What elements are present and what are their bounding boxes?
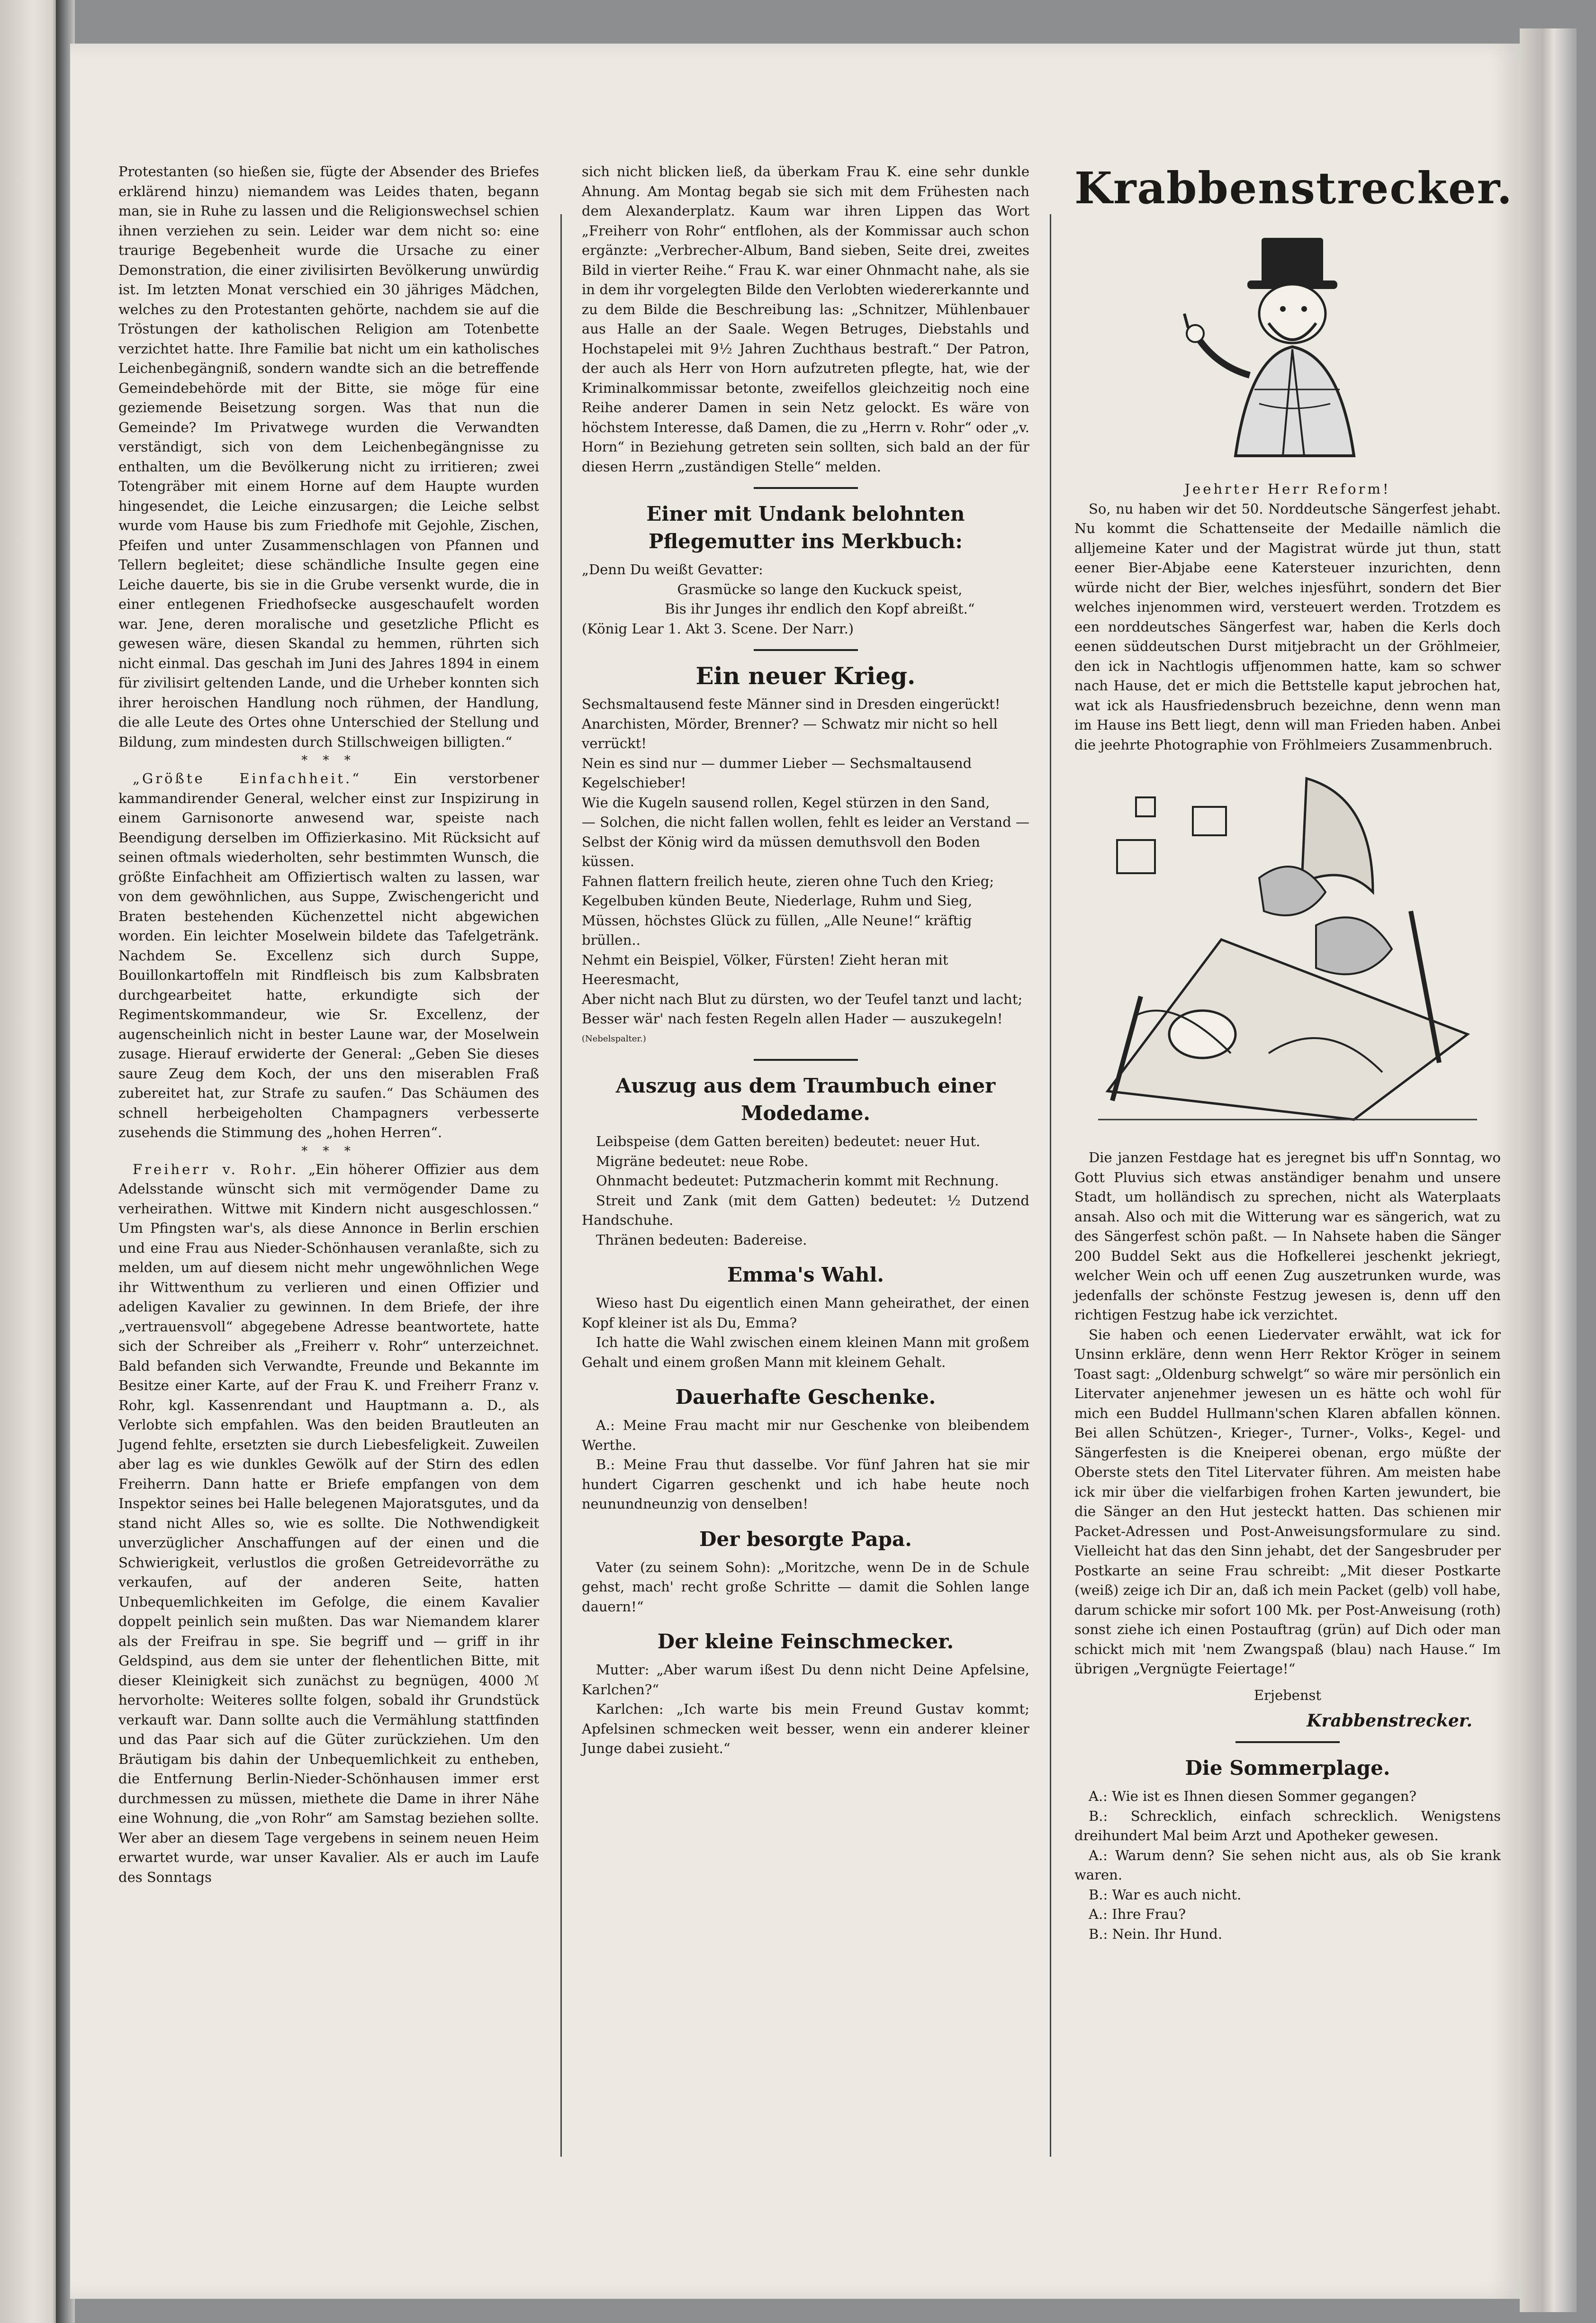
column-1: [118, 162, 539, 1887]
heading-traumbuch: Auszug aus dem Traumbuch einer Modedame.: [615, 1074, 996, 1125]
heading-pflegemutter: Einer mit Undank belohnten Pflegemutter ins Merkbuch:: [646, 502, 965, 553]
traum-entry: Migräne bedeutet: neue Robe.: [596, 1153, 809, 1169]
newspaper-page: [70, 44, 1520, 2299]
article-body: Ein verstorbener kammandirender General, welcher einst zur Inspizirung in einem Garnisonorte anwesend war, speiste nach Beendigung derselben im Offizierkasino. Mit Rücksicht auf seinen oftmals wiederholten, sehr bestimmten Wunsch, die größte Einfachheit am Offiziertisch walten zu lassen, war von dem gewöhnlichen, aus Suppe, Zwischengericht und Braten bestehenden Küchenzettel nicht abgewichen worden. Ein leichter Moselwein bildete das Tafelgetränk. Nachdem Se. Excellenz sich durch Suppe, Bouillonkartoffeln mit Rindfleisch bis zum Kalbsbraten durchgearbeitet hatte, erkundigte sich der Regimentskommandeur, wie Sr. Excellenz, der augenscheinlich nicht in bester Laune war, der Moselwein zusage. Hierauf erwiderte der General: „Geben Sie dieses saure Zeug dem Koch, der uns den miserablen Fraß zubereitet hat, zur Strafe zu saufen.“ Das Schäumen des schnell herbeigeholten Champagners verbesserte zusehends die Stimmung des „hohen Herren“.: [118, 770, 539, 1140]
poem-line: Selbst der König wird da müssen demuthsvoll den Boden küssen.: [582, 833, 980, 869]
column-rule: [1050, 214, 1051, 2157]
quote-line: Grasmücke so lange den Kuckuck speist,: [677, 581, 963, 597]
plage-line: B.: War es auch nicht.: [1089, 1886, 1242, 1903]
poem-line: Anarchisten, Mörder, Brenner? — Schwatz mir nicht so hell verrückt!: [582, 715, 998, 751]
collapsed-bed-illustration: [1079, 769, 1496, 1129]
plage-line: B.: Nein. Ihr Hund.: [1089, 1925, 1223, 1942]
traum-entry: Thränen bedeuten: Badereise.: [596, 1231, 807, 1248]
quote-source: (König Lear 1. Akt 3. Scene. Der Narr.): [582, 620, 854, 637]
heading-feinschmecker: Der kleine Feinschmecker.: [657, 1630, 954, 1653]
poem-krieg: [582, 695, 1029, 1049]
letter-paragraph-2: Die janzen Festdage hat es jeregnet bis uff'n Sonntag, wo Gott Pluvius sich etwas anständiger benahm und unsere Stadt, um holländisch zu sprechen, nicht als Waterplaats ansah. Also och mit die Witterung war es sängerich, wat zu des Sängerfest schön paßt. — In Nahsete haben die Sänger 200 Buddel Sekt aus die Hofkellerei jeschenkt jekriegt, welcher Wein och uff eenen Zug auszetrunken wurde, was jedenfalls der schönste Festzug jewesen is, denn uff den richtigen Festzug habe ick verzichtet.: [1074, 1149, 1501, 1323]
article-lead: Freiherr v. Rohr.: [133, 1161, 299, 1177]
plage-line: A.: Warum denn? Sie sehen nicht aus, als ob Sie krank waren.: [1074, 1847, 1501, 1883]
page-stack-edge: [1520, 28, 1577, 2312]
poem-line: Nehmt ein Beispiel, Völker, Fürsten! Zieht heran mit Heeresmacht,: [582, 951, 948, 987]
column-rule: [560, 214, 562, 2157]
fein-line: Karlchen: „Ich warte bis mein Freund Gustav kommt; Apfelsinen schmecken weit besser, wenn ein anderer kleiner Junge dabei zusieht.“: [582, 1701, 1029, 1756]
letter-paragraph-3: Sie haben och eenen Liedervater erwählt, wat ick for Unsinn erkläre, denn wenn Herr Rektor Kröger in seinem Toast sagt: „Oldenburg schwelgt“ so wäre mir persönlich ein Litervater anjenehmer jewesen un es hätte och wohl für mich een Buddel Hullmann'schen Klaren abfallen können. Bei allen Schützen-, Krieger-, Turner-, Volks-, Kegel- und Sängerfesten is die Kneiperei obenan, ergo müßte der Oberste stets den Titel Litervater führen. Am meisten habe ick mir über die vielfarbigen frohen Karten jewundert, bie die Sänger an den Hut jesteckt hatten. Das schienen mir Packet-Adressen und Post-Anweisungsformulare zu sind. Vielleicht hat das den Sinn jehabt, det der Sangesbruder per Postkarte an seine Frau schreibt: „Mit dieser Postkarte (weiß) zeige ich Dir an, daß ich mein Packet (gelb) voll habe, darum schicke mir sofort 100 Mk. per Post-Anweisung (roth) sonst ziehe ich einen Postauftrag (grün) auf Dich oder man schickt mich mit 'nem Zwangspaß (blau) nach Hause.“ Im übrigen „Vergnügte Feiertage!“: [1074, 1326, 1501, 1677]
poem-line: Nein es sind nur — dummer Lieber — Sechsmaltausend Kegelschieber!: [582, 755, 972, 791]
poem-source: (Nebelspalter.): [582, 1033, 646, 1044]
poem-line: Kegelbuben künden Beute, Niederlage, Ruhm und Sieg,: [582, 893, 973, 909]
poem-line: Wie die Kugeln sausend rollen, Kegel stürzen in den Sand,: [582, 794, 990, 811]
poem-line: Sechsmaltausend feste Männer sind in Dresden eingerückt!: [582, 696, 1001, 712]
article-einfachheit: [118, 769, 539, 1143]
poem-line: Müssen, höchstes Glück zu füllen, „Alle Neune!“ kräftig brüllen..: [582, 912, 972, 948]
traum-entry: Streit und Zank (mit dem Gatten) bedeutet: ½ Dutzend Handschuhe.: [582, 1192, 1029, 1228]
quote-line: „Denn Du weißt Gevatter:: [582, 561, 763, 578]
heading-papa: Der besorgte Papa.: [699, 1527, 912, 1551]
fein-line: Mutter: „Aber warum ißest Du denn nicht Deine Apfelsine, Karlchen?“: [582, 1662, 1029, 1698]
letter-closing: Erjebenst: [1253, 1687, 1322, 1703]
plage-line: A.: Ihre Frau?: [1089, 1906, 1186, 1922]
poem-line: Fahnen flattern freilich heute, zieren ohne Tuch den Krieg;: [582, 873, 994, 889]
heading-krieg: Ein neuer Krieg.: [695, 662, 916, 690]
krabbenstrecker-portrait-illustration: [1141, 233, 1434, 470]
article-rohr: [118, 1160, 539, 1888]
letter-paragraph-1: So, nu haben wir det 50. Norddeutsche Sängerfest jehabt. Nu kommt die Schattenseite der Medaille nämlich die alljemeine Kater und der Magistrat würde jut thun, statt eener Bier-Abjabe eene Katersteuer inzurichten, denn würde nicht der Bier, welches injesführt, sondern det Bier welches injenommen wird, versteuert werden. Trotzdem es een norddeutsches Sängerfest war, haben die Kerls doch eenen süddeutschen Durst mitjebracht un der Gröhlmeier, den ick in Nachtlogis uffjenommen hatte, kam so schwer nach Hause, det er mich die Bettstelle kaput jebrochen hat, wat ick als Hausfriedensbruch bezeichne, denn wenn man im Hause ins Bett liegt, denn will man Frieden haben. Anbei die jeehrte Photographie von Fröhlmeiers Zusammenbruch.: [1074, 500, 1501, 753]
facing-page-edge: [0, 0, 62, 2323]
plage-line: B.: Schrecklich, einfach schrecklich. Wenigstens dreihundert Mal beim Arzt und Apotheker gewesen.: [1074, 1808, 1501, 1844]
plage-line: A.: Wie ist es Ihnen diesen Sommer gegangen?: [1089, 1788, 1416, 1804]
geschenke-line: A.: Meine Frau macht mir nur Geschenke von bleibendem Werthe.: [582, 1417, 1029, 1453]
column-3: [1074, 162, 1513, 1944]
section-divider: [754, 1059, 858, 1061]
papa-line: Vater (zu seinem Sohn): „Moritzche, wenn De in de Schule gehst, mach' recht große Schritte — damit die Sohlen lange dauern!“: [582, 1559, 1029, 1615]
emma-line: Wieso hast Du eigentlich einen Mann geheirathet, der einen Kopf kleiner ist als Du, Emma?: [582, 1295, 1029, 1331]
masthead-title: Krabbenstrecker.: [1074, 163, 1513, 214]
section-divider: [754, 649, 858, 651]
heading-sommerplage: Die Sommerplage.: [1185, 1756, 1390, 1780]
article-lead: „Größte Einfachheit.“: [133, 770, 362, 786]
traum-entry: Ohnmacht bedeutet: Putzmacherin kommt mit Rechnung.: [596, 1173, 999, 1189]
section-divider: [754, 487, 858, 489]
article-protestanten: Protestanten (so hießen sie, fügte der Absender des Briefes erklärend hinzu) niemandem was Leides thaten, begann man, sie in Ruhe zu lassen und die Religionswechsel schien ihnen verziehen zu sein. Leider war dem nicht so: eine traurige Begebenheit wurde die Ursache zu einer Demonstration, die einer zivilisirten Bevölkerung unwürdig ist. Im letzten Monat verschied ein 30 jähriges Mädchen, welches zu den Protestanten gehörte, nachdem sie auf die Tröstungen der katholischen Religion am Totenbette verzichtet hatte. Ihre Familie bat nicht um ein katholisches Leichenbegängniß, sondern wandte sich an die betreffende Gemeindebehörde mit der Bitte, sie möge für eine geziemende Beisetzung sorgen. Was that nun die Gemeinde? Im Privatwege wurden die Verwandten verständigt, sich von dem Leichenbegängnisse zu enthalten, um die Bevölkerung nicht zu irritieren; zwei Totengräber mit einem Horne auf dem Haupte wurden hingesendet, die Leiche einzusargen; die Leiche selbst wurde vom Hause bis zum Friedhofe mit Gejohle, Zischen, Pfeifen und unter Zusammenschlagen von Pfannen und Tellern begleitet; diese schändliche Insulte gegen eine Leiche dauerte, bis sie in die Grube versenkt wurde, die in einer entlegenen Friedhofsecke ausgeschaufelt worden war. Jene, deren moralische und gesetzliche Pflicht es gewesen wäre, diesen Skandal zu hemmen, rührten sich nicht einmal. Das geschah im Juni des Jahres 1894 in einem für zivilisirt geltenden Lande, und die Urheber konnten sich ihrer heroischen Handlung noch rühmen, der Handlung, die alle Leute des Ortes ohne Unterschied der Stellung und Bildung, zum mindesten durch Stillschweigen billigten.“: [118, 163, 539, 750]
traum-entry: Leibspeise (dem Gatten bereiten) bedeutet: neuer Hut.: [596, 1133, 981, 1149]
emma-line: Ich hatte die Wahl zwischen einem kleinen Mann mit großem Gehalt und einem großen Mann mit kleinem Gehalt.: [582, 1334, 1029, 1370]
separator-stars: * * *: [301, 1144, 356, 1158]
column-2: [582, 162, 1029, 1759]
quote-pflegemutter: [582, 560, 1029, 639]
article-rohr-continued: sich nicht blicken ließ, da überkam Frau K. eine sehr dunkle Ahnung. Am Montag begab sie sich mit dem Frühesten nach dem Alexanderplatz. Kaum war ihren Lippen das Wort „Freiherr von Rohr“ entflohen, als der Kommissar auch schon ergänzte: „Verbrecher-Album, Band sieben, Seite drei, zweites Bild in vierter Reihe.“ Frau K. war einer Ohnmacht nahe, als sie in dem ihr vorgelegten Bilde den Verlobten wiedererkannte und zu dem Bilde die Beschreibung las: „Schnitzer, Mühlenbauer aus Halle an der Saale. Wegen Betruges, Diebstahls und Hochstapelei mit 9½ Jahren Zuchthaus bestraft.“ Der Patron, der auch als Herr von Horn aufzutreten pflegte, hat, wie der Kriminalkommissar betonte, zweifellos gleichzeitig noch eine Reihe anderer Damen in sein Netz gelockt. Es wäre von höchstem Interesse, daß Damen, die zu „Herrn v. Rohr“ oder „v. Horn“ in Beziehung getreten sein sollten, sich bald an der für diesen Herrn „zuständigen Stelle“ melden.: [582, 163, 1029, 475]
heading-emma: Emma's Wahl.: [727, 1263, 884, 1286]
poem-line: — Solchen, die nicht fallen wollen, fehlt es leider an Verstand —: [582, 814, 1029, 830]
letter-signature: Krabbenstrecker.: [1307, 1711, 1472, 1731]
poem-line: Aber nicht nach Blut zu dürsten, wo der Teufel tanzt und lacht;: [582, 991, 1023, 1007]
quote-line: Bis ihr Junges ihr endlich den Kopf abreißt.“: [665, 601, 975, 617]
heading-geschenke: Dauerhafte Geschenke.: [675, 1385, 936, 1409]
poem-line: Besser wär' nach festen Regeln allen Hader — auszukegeln!: [582, 1011, 1003, 1027]
letter-salutation: Jeehrter Herr Reform!: [1184, 481, 1391, 497]
geschenke-line: B.: Meine Frau thut dasselbe. Vor fünf Jahren hat sie mir hundert Cigarren geschenkt und ich habe heute noch neunundneunzig von denselben!: [582, 1456, 1029, 1512]
section-divider: [1235, 1741, 1340, 1743]
article-body: „Ein höherer Offizier aus dem Adelsstande wünscht sich mit vermögender Dame zu verheirathen. Wittwe mit Kindern nicht ausgeschlossen.“ Um Pfingsten war's, als diese Annonce in Berlin erschien und eine Frau aus Nieder-Schönhausen veranlaßte, sich zu melden, um auf diesem nicht mehr ungewöhnlichen Wege ihr Wittwenthum zu verlieren und einen Offizier und adeligen Kavalier zu gewinnen. In dem Briefe, der ihre „vertrauensvoll“ abgegebene Adresse beantwortete, hatte sich der Schreiber als „Freiherr v. Rohr“ unterzeichnet. Bald befanden sich Verwandte, Freunde und Bekannte im Besitze einer Karte, auf der Frau K. und Freiherr Franz v. Rohr, kgl. Kassenrendant und Hauptmann a. D., als Verlobte sich empfahlen. Was den beiden Brautleuten an Jugend fehlte, ersetzten sie durch Liebesfeligkeit. Zuweilen aber lag es wie dunkles Gewölk auf der Stirn des edlen Freiherrn. Dann hatte er Briefe empfangen von dem Inspektor seines bei Halle belegenen Majoratsgutes, und da stand nicht Alles so, wie es sollte. Die Nothwendigkeit unverzüglicher Anschaffungen auf der einen und die Schwierigkeit, verlustlos die großen Getreidevorräthe zu verkaufen, auf der anderen Seite, hatten Unbequemlichkeiten im Gefolge, die einem Kavalier doppelt peinlich sein mußten. Das war Niemandem klarer als der Freifrau in spe. Sie begriff und — griff in ihr Geldspind, aus dem sie unter der flehentlichen Bitte, mit dieser Kleinigkeit sich zunächst zu begnügen, 4000 ℳ hervorholte: Weiteres sollte folgen, sobald ihr Grundstück verkauft war. Dann sollte auch die Vermählung stattfinden und das Paar sich auf die Güter zurückziehen. Um den Bräutigam bis dahin der Unbequemlichkeit zu entheben, die Entfernung Berlin-Nieder-Schönhausen immer erst durchmessen zu müssen, miethete die Dame in ihrer Nähe eine Wohnung, die „von Rohr“ am Samstag beziehen sollte. Wer aber an diesem Tage vergebens in seinem neuen Heim erwartet wurde, war unser Kavalier. Als er auch im Laufe des Sonntags: [118, 1161, 540, 1885]
separator-stars: * * *: [301, 753, 356, 768]
